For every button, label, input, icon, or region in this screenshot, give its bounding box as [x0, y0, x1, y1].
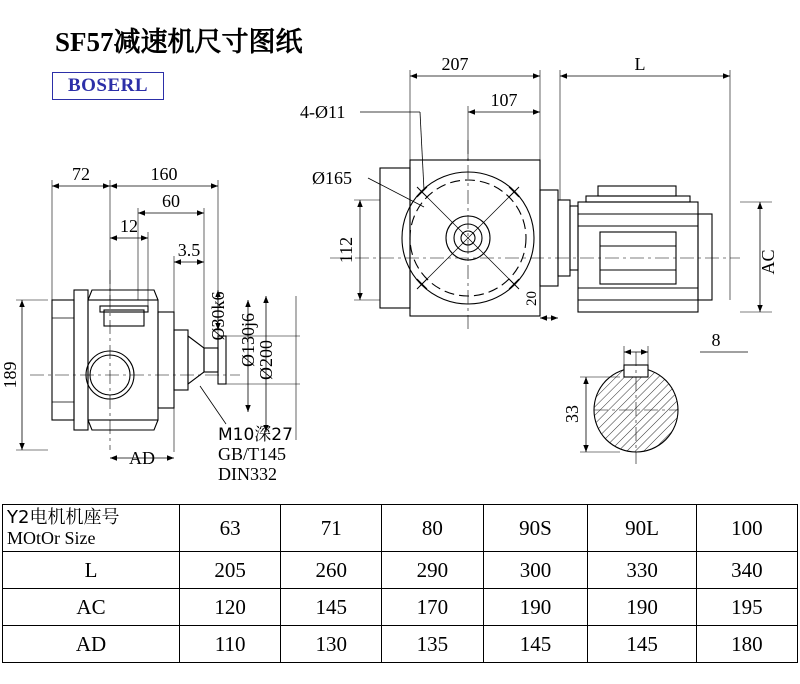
dim-60: 60 [162, 191, 180, 211]
cell: 145 [483, 626, 588, 663]
dim-20: 20 [524, 291, 540, 306]
dim-107: 107 [490, 90, 518, 110]
table-row [3, 505, 798, 552]
note-din332: DIN332 [218, 464, 277, 484]
specification-table [2, 504, 798, 663]
cell: 110 [180, 626, 281, 663]
row-header-L: L [3, 552, 180, 589]
dim-160: 160 [150, 164, 178, 184]
cell: 145 [281, 589, 382, 626]
dim-key-8: 8 [711, 330, 721, 350]
table-row [3, 589, 798, 626]
row-header-AD: AD [3, 626, 180, 663]
cell: 260 [281, 552, 382, 589]
cell: 145 [588, 626, 696, 663]
cell: 120 [180, 589, 281, 626]
cell: 80 [382, 505, 483, 552]
cell: 190 [588, 589, 696, 626]
cell: 190 [483, 589, 588, 626]
cell: 135 [382, 626, 483, 663]
row-header-motor-size [3, 505, 180, 552]
brand-logo-text: BOSERL [67, 75, 149, 96]
dim-AC: AC [758, 249, 778, 275]
dim-189: 189 [0, 361, 20, 389]
dim-key-33: 33 [562, 405, 582, 423]
dim-207: 207 [441, 54, 469, 74]
cell: 90L [588, 505, 696, 552]
table-row [3, 552, 798, 589]
page-title: SF57减速机尺寸图纸 [55, 27, 303, 57]
row-header-cn: Y2电机机座号 [7, 507, 120, 528]
cell: 130 [281, 626, 382, 663]
dim-12: 12 [120, 216, 138, 236]
cell: 300 [483, 552, 588, 589]
cell: 71 [281, 505, 382, 552]
dim-d130j6: Ø130j6 [238, 313, 258, 367]
cell: 205 [180, 552, 281, 589]
dim-d30k6: Ø30k6 [208, 291, 228, 341]
note-m10: M10深27 [218, 425, 293, 445]
cell: 195 [696, 589, 797, 626]
row-header-AC: AC [3, 589, 180, 626]
cell: 340 [696, 552, 797, 589]
dim-112: 112 [336, 236, 356, 264]
row-header-en: MOtOr Size [7, 528, 96, 548]
table-row [3, 626, 798, 663]
dim-d165: Ø165 [312, 168, 352, 188]
cell: 90S [483, 505, 588, 552]
dim-72: 72 [72, 164, 90, 184]
dim-3-5: 3.5 [177, 240, 201, 260]
dim-d200: Ø200 [256, 340, 276, 380]
dim-4-d11: 4-Ø11 [300, 102, 346, 122]
cell: 290 [382, 552, 483, 589]
dim-AD: AD [129, 448, 155, 468]
cell: 100 [696, 505, 797, 552]
cell: 63 [180, 505, 281, 552]
dim-L: L [634, 54, 646, 74]
cell: 180 [696, 626, 797, 663]
cell: 170 [382, 589, 483, 626]
note-gbt145: GB/T145 [218, 444, 287, 464]
cell: 330 [588, 552, 696, 589]
